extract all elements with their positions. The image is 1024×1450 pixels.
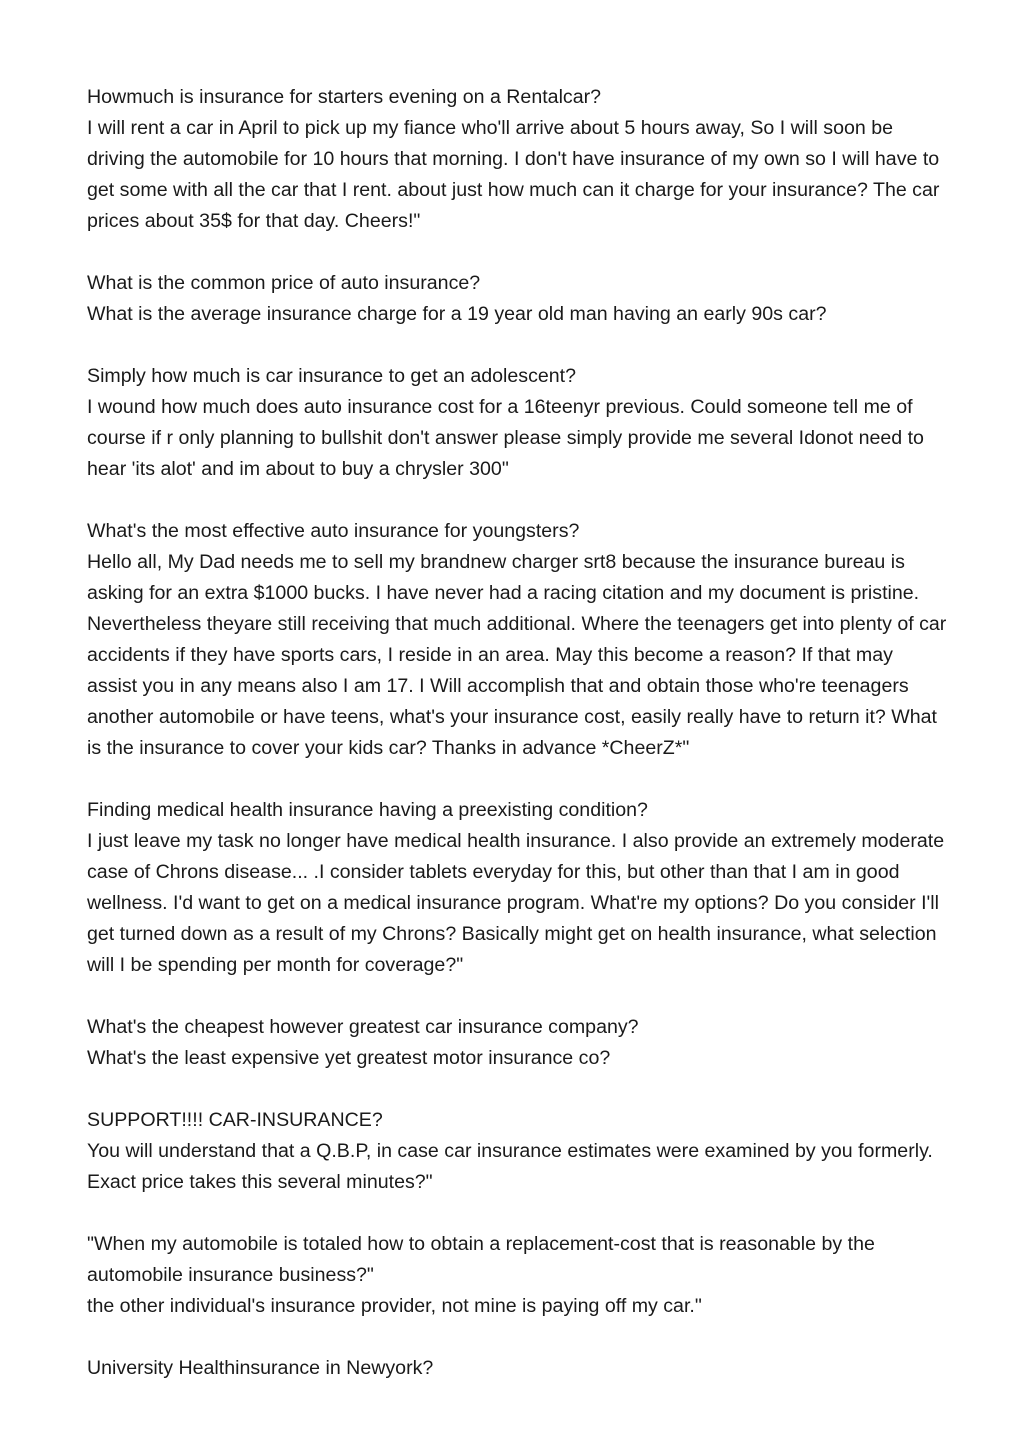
question-heading: What's the cheapest however greatest car insurance company?	[87, 1016, 639, 1038]
answer-paragraph: You will understand that a Q.B.P, in case car insurance estimates were examined by you formerly. Exact price takes this several minutes?"	[87, 1140, 933, 1193]
question-heading: What is the common price of auto insurance?	[87, 272, 481, 294]
qa-entry	[87, 516, 947, 764]
question-heading: Simply how much is car insurance to get an adolescent?	[87, 365, 577, 387]
qa-entry	[87, 795, 947, 981]
question-heading: Howmuch is insurance for starters evening on a Rentalcar?	[87, 86, 602, 108]
document-page	[87, 82, 947, 1415]
question-heading: University Healthinsurance in Newyork?	[87, 1357, 434, 1379]
question-heading: What's the most effective auto insurance for youngsters?	[87, 520, 580, 542]
question-heading: Finding medical health insurance having a preexisting condition?	[87, 799, 648, 821]
answer-paragraph: What's the least expensive yet greatest motor insurance co?	[87, 1047, 611, 1069]
qa-entry	[87, 1105, 947, 1198]
answer-paragraph: I will rent a car in April to pick up my fiance who'll arrive about 5 hours away, So I will soon be driving the automobile for 10 hours that morning. I don't have insurance of my own so I will have to get some with all the car that I rent. about just how much can it charge for your insurance? The car prices about 35$ for that day. Cheers!"	[87, 117, 940, 232]
qa-entry	[87, 268, 947, 330]
qa-entry	[87, 361, 947, 485]
qa-entry	[87, 1012, 947, 1074]
qa-entry	[87, 1229, 947, 1322]
question-heading: SUPPORT!!!! CAR-INSURANCE?	[87, 1109, 383, 1131]
question-heading: "When my automobile is totaled how to obtain a replacement-cost that is reasonable by the automobile insurance business?"	[87, 1233, 875, 1286]
answer-paragraph: the other individual's insurance provider, not mine is paying off my car."	[87, 1295, 702, 1317]
qa-entry	[87, 82, 947, 237]
answer-paragraph: I just leave my task no longer have medical health insurance. I also provide an extremely moderate case of Chrons disease... .I consider tablets everyday for this, but other than that I am in good wellness. I'd want to get on a medical insurance program. What're my options? Do you consider I'll get turned down as a result of my Chrons? Basically might get on health insurance, what selection will I be spending per month for coverage?"	[87, 830, 945, 976]
answer-paragraph: What is the average insurance charge for a 19 year old man having an early 90s car?	[87, 303, 827, 325]
qa-entry	[87, 1353, 947, 1384]
answer-paragraph: I wound how much does auto insurance cost for a 16teenyr previous. Could someone tell me of course if r only planning to bullshit don't answer please simply provide me several Idonot need to hear 'its alot' and im about to buy a chrysler 300"	[87, 396, 924, 480]
answer-paragraph: Hello all, My Dad needs me to sell my brandnew charger srt8 because the insurance bureau is asking for an extra $1000 bucks. I have never had a racing citation and my document is pristine. Nevertheless theyare still receiving that much additional. Where the teenagers get into plenty of car accidents if they have sports cars, I reside in an area. May this become a reason? If that may assist you in any means also I am 17. I Will accomplish that and obtain those who're teenagers another automobile or have teens, what's your insurance cost, easily really have to return it? What is the insurance to cover your kids car? Thanks in advance *CheerZ*"	[87, 551, 947, 759]
